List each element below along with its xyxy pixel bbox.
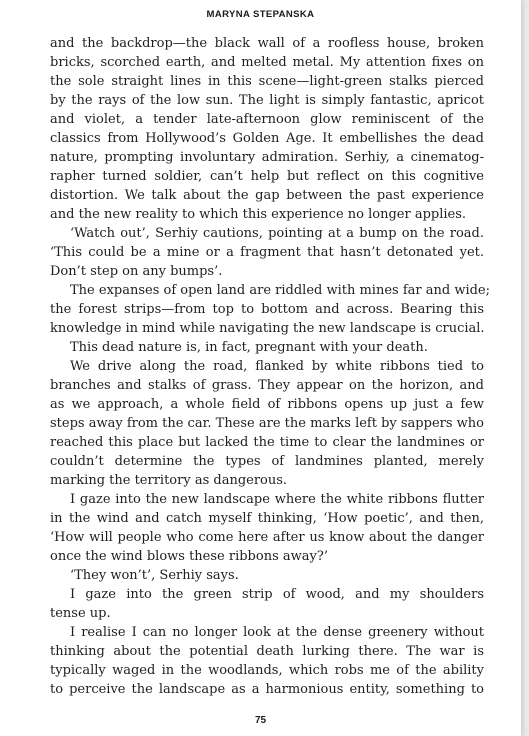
text-line: bricks, scorched earth, and melted metal. My attention fixes on — [50, 55, 484, 70]
text-line: I gaze into the green strip of wood, and my shoulders — [70, 587, 484, 602]
text-line: branches and stalks of grass. They appear on the horizon, and — [50, 378, 484, 393]
text-line: to perceive the landscape as a harmonious entity, something to — [50, 682, 484, 697]
text-line: ‘This could be a mine or a fragment that hasn’t detonated yet. — [50, 245, 484, 260]
text-line: the forest strips—from top to bottom and across. Bearing this — [50, 302, 484, 317]
text-line: tense up. — [50, 606, 111, 621]
text-line: I gaze into the new landscape where the white ribbons flutter — [70, 492, 484, 507]
text-line: thinking about the potential death lurking there. The war is — [50, 644, 484, 659]
text-line: and violet, a tender late-afternoon glow reminiscent of the — [50, 112, 484, 127]
text-line: This dead nature is, in fact, pregnant with your death. — [70, 340, 428, 355]
text-line: classics from Hollywood’s Golden Age. It embellishes the dead — [50, 131, 484, 146]
text-line: typically waged in the woodlands, which robs me of the ability — [50, 663, 484, 678]
text-line: as we approach, a whole field of ribbons opens up just a few — [50, 397, 484, 412]
text-line: ‘How will people who come here after us know about the danger — [50, 530, 484, 545]
text-line: and the new reality to which this experience no longer applies. — [50, 207, 467, 222]
text-line: nature, prompting involuntary admiration. Serhiy, a cinematog- — [50, 150, 484, 165]
running-header: MARYNA STEPANSKA — [206, 9, 315, 20]
text-line: couldn’t determine the types of landmines planted, merely — [50, 454, 484, 469]
text-line: by the rays of the low sun. The light is simply fantastic, apricot — [50, 93, 484, 108]
text-line: steps away from the car. These are the marks left by sappers who — [50, 416, 484, 431]
text-line: The expanses of open land are riddled with mines far and wide; — [70, 283, 491, 298]
text-line: Don’t step on any bumps’. — [50, 264, 223, 279]
text-line: We drive along the road, flanked by white ribbons tied to — [70, 359, 484, 374]
text-line: rapher turned soldier, can’t help but reflect on this cognitive — [50, 169, 484, 184]
text-line: knowledge in mind while navigating the new landscape is crucial. — [50, 321, 485, 336]
text-line: in the wind and catch myself thinking, ‘How poetic’, and then, — [50, 511, 484, 526]
text-line: and the backdrop—the black wall of a roofless house, broken — [50, 36, 484, 51]
text-line: the sole straight lines in this scene—light-green stalks pierced — [50, 74, 484, 89]
text-line: distortion. We talk about the gap between the past experience — [50, 188, 484, 203]
text-line: I realise I can no longer look at the dense greenery without — [70, 625, 484, 640]
text-line: ‘They won’t’, Serhiy says. — [70, 568, 239, 583]
text-line: ‘Watch out’, Serhiy cautions, pointing at a bump on the road. — [70, 226, 484, 241]
page-number: 75 — [254, 715, 267, 726]
text-line: marking the territory as dangerous. — [50, 473, 288, 488]
text-line: once the wind blows these ribbons away?’ — [50, 549, 328, 564]
text-line: reached this place but lacked the time to clear the landmines or — [50, 435, 484, 450]
body-text — [50, 34, 491, 699]
